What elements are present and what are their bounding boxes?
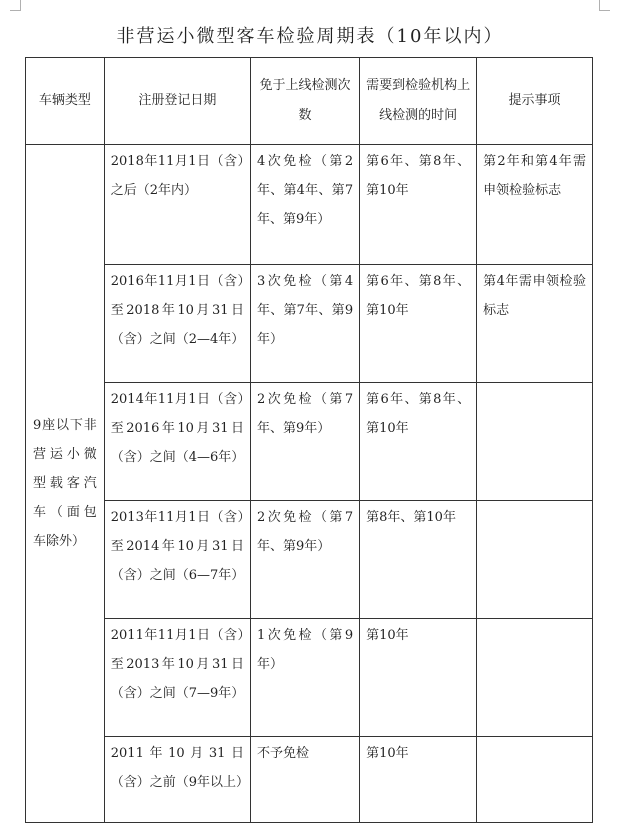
note-cell bbox=[477, 737, 593, 823]
header-inspection-time: 需要到检验机构上线检测的时间 bbox=[360, 58, 477, 145]
table-row bbox=[26, 501, 593, 619]
inspection-time-cell: 第10年 bbox=[360, 619, 477, 737]
registration-date-cell: 2014年11月1日（含）至2016年10月31日（含）之间（4—6年） bbox=[104, 383, 250, 501]
registration-date-cell: 2018年11月1日（含）之后（2年内） bbox=[104, 145, 250, 265]
exempt-cell: 2次免检（第7年、第9年） bbox=[251, 501, 360, 619]
registration-date-cell: 2013年11月1日（含）至2014年10月31日（含）之间（6—7年） bbox=[104, 501, 250, 619]
inspection-time-cell: 第10年 bbox=[360, 737, 477, 823]
note-cell bbox=[477, 383, 593, 501]
header-vehicle-type: 车辆类型 bbox=[26, 58, 105, 145]
inspection-time-cell: 第8年、第10年 bbox=[360, 501, 477, 619]
registration-date-cell: 2011年11月1日（含）至2013年10月31日（含）之间（7—9年） bbox=[104, 619, 250, 737]
table-row bbox=[26, 619, 593, 737]
exempt-cell: 不予免检 bbox=[251, 737, 360, 823]
table-row bbox=[26, 737, 593, 823]
note-cell bbox=[477, 501, 593, 619]
note-cell: 第2年和第4年需申领检验标志 bbox=[477, 145, 593, 265]
header-registration-date: 注册登记日期 bbox=[104, 58, 250, 145]
table-row bbox=[26, 383, 593, 501]
inspection-time-cell: 第6年、第8年、第10年 bbox=[360, 383, 477, 501]
page-corner-mark-right bbox=[599, 0, 610, 11]
header-notes: 提示事项 bbox=[477, 58, 593, 145]
exempt-cell: 4次免检（第2年、第4年、第7年、第9年） bbox=[251, 145, 360, 265]
header-exempt-count: 免于上线检测次数 bbox=[251, 58, 360, 145]
document-title: 非营运小微型客车检验周期表（10年以内） bbox=[116, 26, 504, 47]
registration-date-cell: 2011年10月31日（含）之前（9年以上） bbox=[104, 737, 250, 823]
registration-date-cell: 2016年11月1日（含）至2018年10月31日（含）之间（2—4年） bbox=[104, 265, 250, 383]
note-cell: 第4年需申领检验标志 bbox=[477, 265, 593, 383]
table-row bbox=[26, 145, 593, 265]
page-corner-mark-left bbox=[10, 0, 21, 11]
note-cell bbox=[477, 619, 593, 737]
exempt-cell: 3次免检（第4年、第7年、第9年） bbox=[251, 265, 360, 383]
table-row bbox=[26, 265, 593, 383]
inspection-time-cell: 第6年、第8年、第10年 bbox=[360, 145, 477, 265]
table-header-row bbox=[26, 58, 593, 145]
vehicle-type-cell: 9座以下非营运小微型载客汽车（面包车除外） bbox=[26, 145, 105, 823]
exempt-cell: 1次免检（第9年） bbox=[251, 619, 360, 737]
inspection-cycle-table bbox=[25, 57, 593, 823]
inspection-time-cell: 第6年、第8年、第10年 bbox=[360, 265, 477, 383]
exempt-cell: 2次免检（第7年、第9年） bbox=[251, 383, 360, 501]
